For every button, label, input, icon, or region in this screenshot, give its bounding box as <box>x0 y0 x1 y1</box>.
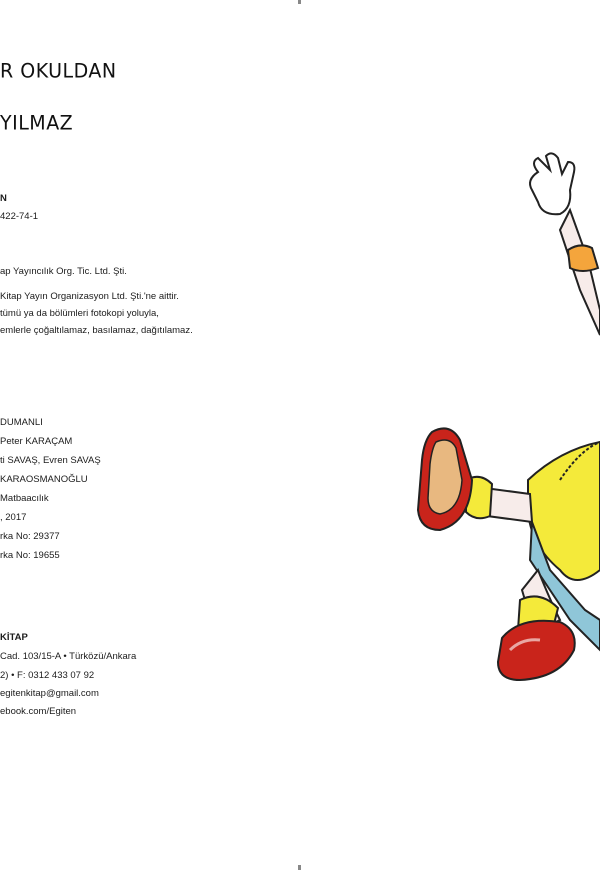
isbn-value: 422-74-1 <box>0 211 39 222</box>
book-title-line-2: YILMAZ <box>0 111 74 135</box>
contact-address: Cad. 103/15-A • Türközü/Ankara <box>0 651 137 662</box>
shoe-icon <box>498 621 575 680</box>
credit-line: KARAOSMANOĞLU <box>0 474 88 485</box>
credit-line: Matbaacılık <box>0 493 49 504</box>
book-title-line-1: R OKULDAN <box>0 59 117 83</box>
crop-mark-bottom <box>298 865 301 870</box>
cartoon-character-illustration <box>410 150 600 690</box>
arm-icon <box>560 210 600 335</box>
rights-line-2: tümü ya da bölümleri fotokopi yoluyla, <box>0 308 159 319</box>
crop-mark-top <box>298 0 301 4</box>
credit-line: , 2017 <box>0 512 27 523</box>
credit-line: DUMANLI <box>0 417 43 428</box>
publisher-name: ap Yayıncılık Org. Tic. Ltd. Şti. <box>0 266 127 277</box>
credit-line: rka No: 19655 <box>0 550 60 561</box>
credit-line: ti SAVAŞ, Evren SAVAŞ <box>0 455 101 466</box>
sleeve-cuff-icon <box>568 245 598 271</box>
contact-phone: 2) • F: 0312 433 07 92 <box>0 670 95 681</box>
rights-line-3: emlerle çoğaltılamaz, basılamaz, dağıtılamaz. <box>0 325 193 336</box>
rights-line-1: Kitap Yayın Organizasyon Ltd. Şti.'ne aittir. <box>0 291 179 302</box>
contact-name: KİTAP <box>0 632 28 643</box>
credit-line: Peter KARAÇAM <box>0 436 73 447</box>
contact-email[interactable]: egitenkitap@gmail.com <box>0 688 99 699</box>
credit-line: rka No: 29377 <box>0 531 60 542</box>
isbn-label: N <box>0 193 7 204</box>
contact-website[interactable]: ebook.com/Egiten <box>0 706 77 717</box>
glove-hand-icon <box>530 153 574 214</box>
